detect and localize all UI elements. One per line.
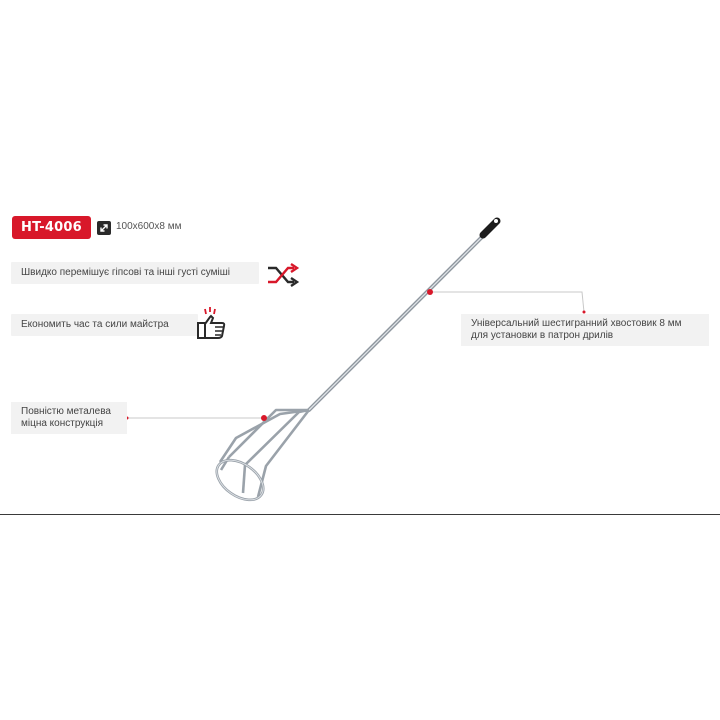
feature-saves-time bbox=[11, 314, 198, 336]
callout-right-line2: для установки в патрон дрилів bbox=[471, 330, 614, 341]
resize-arrows-icon bbox=[97, 221, 111, 235]
callout-right-line1: Універсальний шестигранний хвостовик 8 мм bbox=[471, 318, 682, 329]
hex-shank-tip bbox=[483, 219, 498, 235]
shuffle-arrows-icon bbox=[266, 261, 300, 289]
model-badge: HT-4006 bbox=[12, 216, 91, 239]
callout-metal-construction bbox=[11, 402, 127, 434]
callout-dot-right bbox=[427, 289, 433, 295]
product-size: 100x600x8 мм bbox=[116, 221, 182, 232]
feature-mixing bbox=[11, 262, 259, 284]
horizontal-divider bbox=[0, 514, 720, 515]
callout-hex-shank bbox=[461, 314, 709, 346]
callout-left-line1: Повністю металева bbox=[21, 406, 111, 417]
callout-dot-left bbox=[261, 415, 267, 421]
feature-saves-time-label: Економить час та сили майстра bbox=[21, 319, 169, 330]
callout-left-line2: міцна конструкція bbox=[21, 418, 104, 429]
mixer-basket bbox=[210, 410, 309, 508]
feature-mixing-label: Швидко перемішує гіпсові та інші густі суміші bbox=[21, 267, 231, 278]
callout-connector-right bbox=[430, 292, 584, 312]
thumbs-up-icon bbox=[195, 306, 229, 342]
